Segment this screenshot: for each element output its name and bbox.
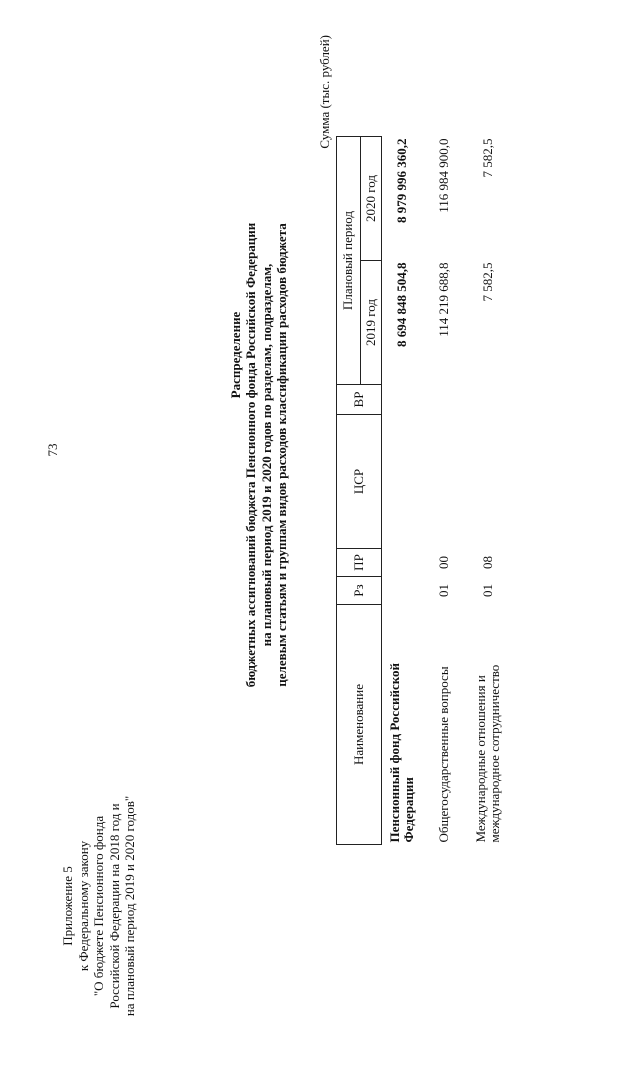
row-rz: 01	[480, 584, 495, 597]
subtitle-line: целевым статьям и группам видов расходов классификации расходов бюджета	[274, 223, 289, 687]
page-number: 73	[45, 443, 60, 457]
row-value-2020: 116 984 900,0	[436, 138, 451, 213]
appendix-line: к Федеральному закону	[75, 840, 91, 972]
appendix-line: Российской Федерации на 2018 год и	[106, 803, 122, 1009]
appendix-line: на плановый период 2019 и 2020 годов"	[122, 795, 137, 1017]
header-year-2020: 2020 год	[360, 137, 381, 261]
row-name: Пенсионный фонд Российской Федерации	[387, 662, 416, 843]
header-rz: Рз	[337, 577, 382, 605]
subtitle-line: бюджетных ассигнований бюджета Пенсионного фонда Российской Федерации	[243, 222, 258, 688]
row-csr	[466, 415, 510, 549]
row-rz: 01	[436, 584, 451, 597]
row-value-2019: 114 219 688,8	[436, 262, 451, 337]
row-pr: 00	[436, 556, 451, 569]
appendix-note	[60, 746, 138, 1066]
header-csr: ЦСР	[337, 415, 382, 549]
row-rz	[382, 577, 423, 605]
units-label: Сумма (тыс. рублей)	[317, 35, 332, 149]
row-pr: 08	[480, 556, 495, 569]
row-value-2020: 7 582,5	[480, 138, 495, 178]
document-subtitle	[243, 105, 290, 805]
header-vr: ВР	[337, 385, 382, 415]
table-row	[466, 137, 510, 845]
appendix-line: Приложение 5	[60, 866, 75, 946]
row-csr	[422, 415, 466, 549]
row-name: Общегосударственные вопросы	[436, 666, 451, 843]
header-name: Наименование	[337, 605, 382, 845]
document-title: Распределение	[228, 311, 243, 399]
table-row	[422, 137, 466, 845]
row-vr	[466, 385, 510, 415]
row-csr	[382, 415, 423, 549]
row-vr	[382, 385, 423, 415]
row-pr	[382, 549, 423, 577]
header-pr: ПР	[337, 549, 382, 577]
row-name: Международные отношения и международное сотрудничество	[473, 664, 502, 843]
header-plan-period: Плановый период	[337, 137, 361, 385]
table-row	[382, 137, 423, 845]
budget-table	[336, 136, 510, 845]
subtitle-line: на плановый период 2019 и 2020 годов по разделам, подразделам,	[258, 263, 274, 647]
appendix-line: "О бюджете Пенсионного фонда	[91, 815, 106, 997]
header-year-2019: 2019 год	[360, 261, 381, 385]
row-vr	[422, 385, 466, 415]
row-value-2019: 7 582,5	[480, 262, 495, 302]
row-value-2020: 8 979 996 360,2	[394, 138, 409, 223]
row-value-2019: 8 694 848 504,8	[394, 262, 409, 347]
